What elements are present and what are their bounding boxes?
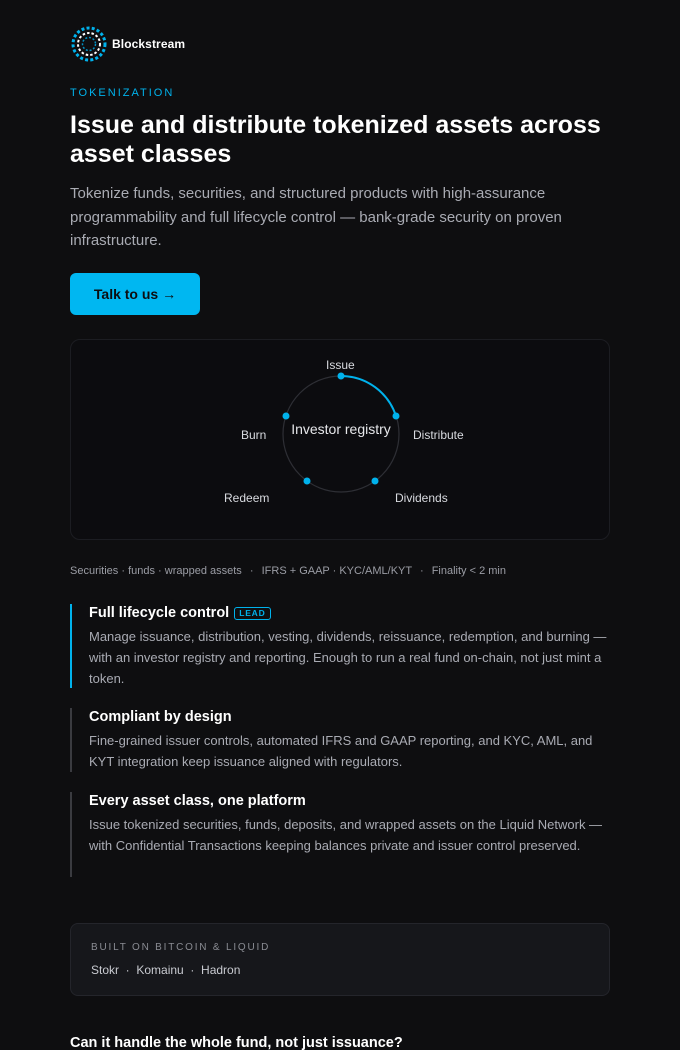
- meta-separator: ·: [419, 565, 424, 577]
- stage-dot-dividends: [372, 478, 379, 485]
- stage-dot-redeem: [304, 478, 311, 485]
- stage-label-issue: Issue: [326, 358, 355, 372]
- feature-body: Manage issuance, distribution, vesting, dividends, reissuance, redemption, and burning — with an investor registry and reporting. Enough to run a real fund on-chain, not just mint a token.: [89, 629, 607, 686]
- feature-body: Issue tokenized securities, funds, deposits, and wrapped assets on the Liquid Network — with Confidential Transactions keeping balances private and issuer control preserved.: [89, 817, 603, 853]
- hero-eyebrow: TOKENIZATION: [70, 87, 175, 99]
- stage-dot-distribute: [393, 413, 400, 420]
- hero-title: Issue and distribute tokenized assets across asset classes: [70, 111, 601, 168]
- stage-dot-issue: [338, 373, 345, 380]
- stage-label-burn: Burn: [241, 428, 267, 442]
- feature-body: Fine-grained issuer controls, automated IFRS and GAAP reporting, and KYC, AML, and KYT integration keep issuance aligned with regulators.: [89, 733, 593, 769]
- meta-strip: [70, 565, 506, 577]
- meta-finality: Finality < 2 min: [431, 565, 506, 577]
- brand-name: Blockstream: [112, 37, 186, 51]
- faq-question[interactable]: Can it handle the whole fund, not just issuance?: [70, 1035, 403, 1050]
- talk-to-us-button[interactable]: Talk to us →: [70, 273, 200, 315]
- feature-title: Compliant by design: [89, 709, 232, 725]
- stage-label-dividends: Dividends: [395, 491, 448, 505]
- stage-label-redeem: Redeem: [224, 491, 270, 505]
- stage-label-distribute: Distribute: [413, 428, 464, 442]
- lifecycle-progress-arc: [341, 376, 396, 416]
- feature-lifecycle: [70, 604, 610, 688]
- feature-title: [89, 604, 610, 622]
- investor-registry-label: Investor registry: [291, 421, 391, 437]
- partners-list: Stokr · Komainu · Hadron: [91, 963, 241, 977]
- lead-badge: LEAD: [234, 607, 270, 620]
- meta-separator: ·: [249, 565, 254, 577]
- stage-dot-burn: [283, 413, 290, 420]
- partners-card: [70, 923, 610, 996]
- feature-compliance: [70, 708, 610, 772]
- lifecycle-diagram: [70, 339, 610, 540]
- meta-asset-types: Securities · funds · wrapped assets: [70, 565, 242, 577]
- partners-label: BUILT ON BITCOIN & LIQUID: [91, 942, 271, 953]
- brand-logo[interactable]: [70, 25, 185, 63]
- feature-asset-classes: [70, 792, 610, 877]
- meta-compliance: IFRS + GAAP · KYC/AML/KYT: [261, 565, 412, 577]
- feature-title: Every asset class, one platform: [89, 793, 306, 809]
- blockstream-logo-icon: [70, 25, 108, 63]
- feature-title-text: Full lifecycle control: [89, 605, 230, 621]
- hero-subtitle: Tokenize funds, securities, and structured products with high-assurance programmability and full lifecycle control — bank-grade security on proven infrastructure.: [70, 185, 562, 249]
